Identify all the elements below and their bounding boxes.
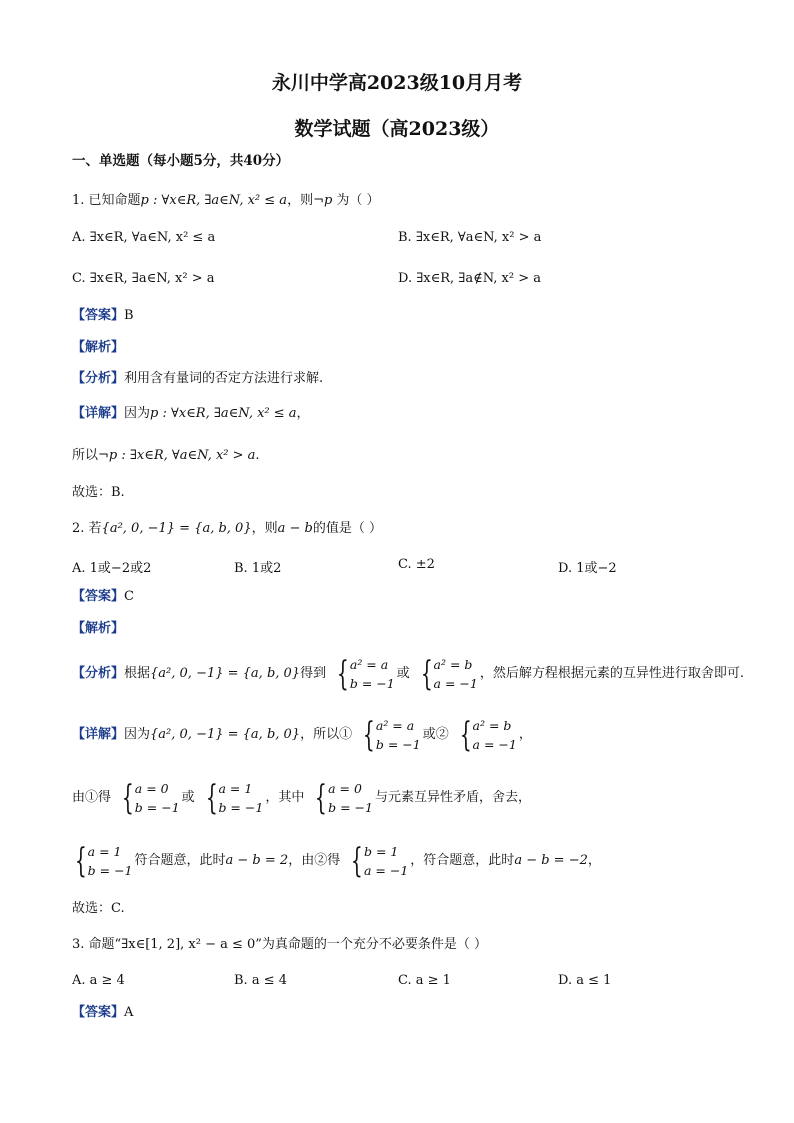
q3-stem: 3. 命题“∃x∈[1, 2], x² − a ≤ 0”为真命题的一个充分不必要条件是（ ）: [72, 937, 488, 952]
q2-fenxi: 【分析】根据{a², 0, −1} = {a, b, 0}得到 { a² = a b = −1 或 { a² = b a = −1 ，然后解方程根据元素的互异性进行取舍即可.: [72, 653, 744, 694]
q2-case-one: 由①得 { a = 0 b = −1 或 { a = 1 b = −1 ，其中 { a = 0 b = −1 与元素互异性矛盾，舍去，: [72, 777, 531, 818]
q3-option-c: C. a ≥ 1: [398, 973, 451, 988]
equation-system: { a² = b a = −1: [459, 714, 517, 755]
q1-answer: 【答案】B: [72, 308, 134, 323]
equation-system: { a = 0 b = −1: [315, 777, 373, 818]
q1-detail: 【详解】因为p : ∀x∈R, ∃a∈N, x² ≤ a，: [72, 406, 310, 421]
equation-system: { a² = a b = −1: [363, 714, 421, 755]
equation-system: { a = 0 b = −1: [122, 777, 180, 818]
q1-choice: 故选：B.: [72, 485, 125, 500]
q1-fenxi: 【分析】利用含有量词的否定方法进行求解.: [72, 371, 324, 386]
q1-option-a: A. ∃x∈R, ∀a∈N, x² ≤ a: [72, 230, 216, 245]
q3-option-b: B. a ≤ 4: [234, 973, 287, 988]
q2-case-two: { a = 1 b = −1 符合题意，此时a − b = 2，由②得 { b = 1 a = −1 ，符合题意，此时a − b = −2，: [72, 839, 601, 883]
q2-option-d: D. 1或−2: [558, 561, 617, 576]
q1-analysis-label: 【解析】: [72, 340, 125, 355]
document-title: 永川中学高2023级10月月考: [271, 72, 523, 94]
q2-detail: 【详解】因为{a², 0, −1} = {a, b, 0}，所以① { a² = a b = −1 或② { a² = b a = −1 ，: [72, 714, 532, 755]
q1-option-d: D. ∃x∈R, ∃a∉N, x² > a: [398, 271, 541, 286]
section-heading: 一、单选题（每小题5分，共40分）: [72, 153, 290, 169]
q2-stem: 2. 若{a², 0, −1} = {a, b, 0}，则a − b的值是（ ）: [72, 521, 382, 536]
equation-system: { a = 1 b = −1: [74, 840, 133, 881]
q3-option-d: D. a ≤ 1: [558, 973, 612, 988]
q2-answer: 【答案】C: [72, 589, 134, 604]
q3-option-a: A. a ≥ 4: [72, 973, 125, 988]
equation-system: { b = 1 a = −1: [351, 840, 409, 881]
equation-system: { a² = a b = −1: [337, 653, 395, 694]
q2-option-b: B. 1或2: [234, 561, 282, 576]
q1-conclusion: 所以¬p : ∃x∈R, ∀a∈N, x² > a.: [72, 448, 260, 463]
q2-option-a: A. 1或−2或2: [72, 561, 152, 576]
q1-stem: 1. 已知命题p : ∀x∈R, ∃a∈N, x² ≤ a，则¬p 为（ ）: [72, 193, 380, 208]
q2-choice: 故选：C.: [72, 901, 125, 916]
document-subtitle: 数学试题（高2023级）: [294, 118, 500, 140]
q1-option-c: C. ∃x∈R, ∃a∈N, x² > a: [72, 271, 215, 286]
equation-system: { a² = b a = −1: [420, 653, 478, 694]
equation-system: { a = 1 b = −1: [205, 777, 264, 818]
q2-analysis-label: 【解析】: [72, 621, 125, 636]
q1-option-b: B. ∃x∈R, ∀a∈N, x² > a: [398, 230, 542, 245]
q2-option-c: C. ±2: [398, 557, 435, 572]
q3-answer: 【答案】A: [72, 1005, 134, 1020]
